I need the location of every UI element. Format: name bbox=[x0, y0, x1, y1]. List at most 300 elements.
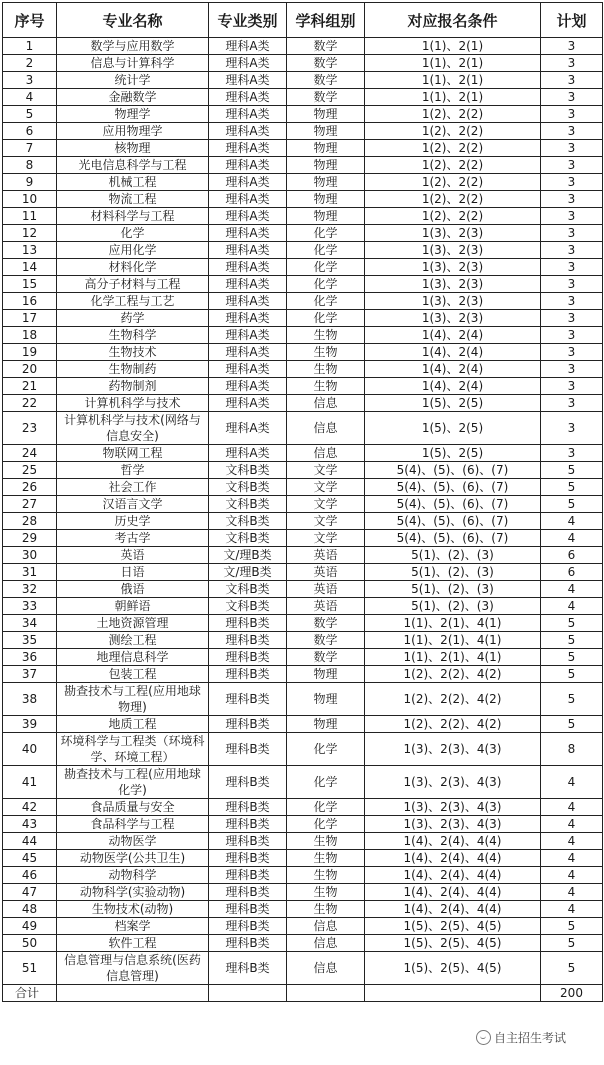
table-row bbox=[3, 378, 603, 395]
cell-conditions: 5(4)、(5)、(6)、(7) bbox=[365, 530, 541, 547]
cell-index: 21 bbox=[3, 378, 57, 395]
cell-subject-group: 物理 bbox=[287, 683, 365, 716]
cell-index: 11 bbox=[3, 208, 57, 225]
cell-category: 文科B类 bbox=[209, 462, 287, 479]
cell-plan: 3 bbox=[541, 89, 603, 106]
cell-plan: 5 bbox=[541, 496, 603, 513]
cell-plan: 3 bbox=[541, 259, 603, 276]
cell-plan: 3 bbox=[541, 38, 603, 55]
cell-subject-group: 信息 bbox=[287, 952, 365, 985]
cell-major: 食品质量与安全 bbox=[57, 799, 209, 816]
table-row bbox=[3, 259, 603, 276]
cell-major: 地理信息科学 bbox=[57, 649, 209, 666]
cell-subject-group: 信息 bbox=[287, 395, 365, 412]
header-conditions: 对应报名条件 bbox=[365, 3, 541, 38]
cell-conditions: 1(5)、2(5) bbox=[365, 412, 541, 445]
cell-major: 高分子材料与工程 bbox=[57, 276, 209, 293]
cell-major: 机械工程 bbox=[57, 174, 209, 191]
table-row bbox=[3, 615, 603, 632]
cell-subject-group: 物理 bbox=[287, 140, 365, 157]
cell-index: 12 bbox=[3, 225, 57, 242]
cell-conditions: 5(1)、(2)、(3) bbox=[365, 598, 541, 615]
cell-conditions: 1(3)、2(3) bbox=[365, 276, 541, 293]
cell-category: 理科B类 bbox=[209, 867, 287, 884]
cell-category: 理科B类 bbox=[209, 733, 287, 766]
cell-subject-group: 信息 bbox=[287, 918, 365, 935]
table-row bbox=[3, 208, 603, 225]
cell-index: 44 bbox=[3, 833, 57, 850]
cell-conditions: 1(2)、2(2) bbox=[365, 106, 541, 123]
cell-category: 理科A类 bbox=[209, 293, 287, 310]
cell-subject-group: 化学 bbox=[287, 293, 365, 310]
table-row bbox=[3, 242, 603, 259]
cell-subject-group: 物理 bbox=[287, 666, 365, 683]
cell-subject-group: 数学 bbox=[287, 649, 365, 666]
cell-major: 软件工程 bbox=[57, 935, 209, 952]
cell-subject-group: 生物 bbox=[287, 901, 365, 918]
cell-major: 食品科学与工程 bbox=[57, 816, 209, 833]
cell-category: 文科B类 bbox=[209, 496, 287, 513]
cell-plan: 3 bbox=[541, 106, 603, 123]
cell-subject-group: 化学 bbox=[287, 733, 365, 766]
cell-subject-group: 物理 bbox=[287, 191, 365, 208]
cell-conditions: 5(1)、(2)、(3) bbox=[365, 564, 541, 581]
cell-conditions: 1(2)、2(2) bbox=[365, 174, 541, 191]
total-empty-cell bbox=[209, 985, 287, 1002]
cell-index: 6 bbox=[3, 123, 57, 140]
cell-subject-group: 化学 bbox=[287, 242, 365, 259]
cell-index: 10 bbox=[3, 191, 57, 208]
cell-plan: 4 bbox=[541, 884, 603, 901]
cell-plan: 5 bbox=[541, 666, 603, 683]
cell-major: 汉语言文学 bbox=[57, 496, 209, 513]
watermark bbox=[476, 1029, 566, 1046]
cell-category: 理科B类 bbox=[209, 766, 287, 799]
cell-index: 5 bbox=[3, 106, 57, 123]
cell-conditions: 1(4)、2(4) bbox=[365, 327, 541, 344]
cell-index: 14 bbox=[3, 259, 57, 276]
cell-category: 理科A类 bbox=[209, 344, 287, 361]
cell-conditions: 1(2)、2(2)、4(2) bbox=[365, 683, 541, 716]
cell-major: 光电信息科学与工程 bbox=[57, 157, 209, 174]
cell-conditions: 1(3)、2(3)、4(3) bbox=[365, 799, 541, 816]
cell-major: 药学 bbox=[57, 310, 209, 327]
cell-index: 49 bbox=[3, 918, 57, 935]
cell-plan: 4 bbox=[541, 850, 603, 867]
cell-plan: 3 bbox=[541, 55, 603, 72]
cell-subject-group: 生物 bbox=[287, 867, 365, 884]
cell-major: 动物科学 bbox=[57, 867, 209, 884]
cell-plan: 3 bbox=[541, 242, 603, 259]
cell-conditions: 1(5)、2(5)、4(5) bbox=[365, 918, 541, 935]
admission-plan-table bbox=[2, 2, 603, 1002]
cell-index: 35 bbox=[3, 632, 57, 649]
cell-conditions: 1(4)、2(4)、4(4) bbox=[365, 901, 541, 918]
cell-subject-group: 物理 bbox=[287, 208, 365, 225]
cell-plan: 4 bbox=[541, 530, 603, 547]
cell-category: 理科A类 bbox=[209, 445, 287, 462]
cell-subject-group: 化学 bbox=[287, 799, 365, 816]
cell-plan: 3 bbox=[541, 293, 603, 310]
cell-index: 33 bbox=[3, 598, 57, 615]
table-row bbox=[3, 412, 603, 445]
cell-index: 34 bbox=[3, 615, 57, 632]
cell-subject-group: 物理 bbox=[287, 106, 365, 123]
cell-plan: 5 bbox=[541, 649, 603, 666]
cell-category: 理科A类 bbox=[209, 259, 287, 276]
cell-major: 药物制剂 bbox=[57, 378, 209, 395]
cell-category: 理科A类 bbox=[209, 72, 287, 89]
cell-plan: 5 bbox=[541, 918, 603, 935]
cell-plan: 5 bbox=[541, 683, 603, 716]
cell-plan: 3 bbox=[541, 327, 603, 344]
table-row bbox=[3, 833, 603, 850]
table-row bbox=[3, 140, 603, 157]
cell-plan: 4 bbox=[541, 799, 603, 816]
cell-major: 计算机科学与技术(网络与信息安全) bbox=[57, 412, 209, 445]
cell-conditions: 1(3)、2(3) bbox=[365, 225, 541, 242]
cell-major: 动物科学(实验动物) bbox=[57, 884, 209, 901]
table-row bbox=[3, 123, 603, 140]
cell-major: 环境科学与工程类（环境科学、环境工程） bbox=[57, 733, 209, 766]
cell-category: 理科B类 bbox=[209, 683, 287, 716]
cell-subject-group: 生物 bbox=[287, 327, 365, 344]
cell-conditions: 5(4)、(5)、(6)、(7) bbox=[365, 462, 541, 479]
table-row bbox=[3, 361, 603, 378]
cell-plan: 3 bbox=[541, 123, 603, 140]
cell-subject-group: 英语 bbox=[287, 581, 365, 598]
cell-major: 哲学 bbox=[57, 462, 209, 479]
cell-category: 文/理B类 bbox=[209, 564, 287, 581]
cell-major: 俄语 bbox=[57, 581, 209, 598]
cell-major: 金融数学 bbox=[57, 89, 209, 106]
table-row bbox=[3, 564, 603, 581]
total-empty-cell bbox=[365, 985, 541, 1002]
cell-plan: 5 bbox=[541, 632, 603, 649]
header-plan: 计划 bbox=[541, 3, 603, 38]
cell-category: 理科A类 bbox=[209, 106, 287, 123]
cell-category: 理科A类 bbox=[209, 174, 287, 191]
cell-index: 22 bbox=[3, 395, 57, 412]
cell-major: 生物科学 bbox=[57, 327, 209, 344]
cell-conditions: 5(4)、(5)、(6)、(7) bbox=[365, 479, 541, 496]
cell-major: 勘查技术与工程(应用地球化学) bbox=[57, 766, 209, 799]
cell-conditions: 5(1)、(2)、(3) bbox=[365, 547, 541, 564]
cell-plan: 6 bbox=[541, 564, 603, 581]
cell-category: 理科B类 bbox=[209, 901, 287, 918]
cell-subject-group: 物理 bbox=[287, 123, 365, 140]
cell-category: 理科A类 bbox=[209, 395, 287, 412]
cell-subject-group: 文学 bbox=[287, 462, 365, 479]
cell-conditions: 1(5)、2(5) bbox=[365, 445, 541, 462]
cell-major: 生物制药 bbox=[57, 361, 209, 378]
cell-plan: 5 bbox=[541, 462, 603, 479]
cell-index: 1 bbox=[3, 38, 57, 55]
cell-major: 地质工程 bbox=[57, 716, 209, 733]
cell-major: 英语 bbox=[57, 547, 209, 564]
cell-major: 数学与应用数学 bbox=[57, 38, 209, 55]
total-label: 合计 bbox=[3, 985, 57, 1002]
cell-conditions: 1(1)、2(1)、4(1) bbox=[365, 615, 541, 632]
cell-major: 动物医学 bbox=[57, 833, 209, 850]
cell-major: 测绘工程 bbox=[57, 632, 209, 649]
cell-category: 理科B类 bbox=[209, 799, 287, 816]
cell-subject-group: 生物 bbox=[287, 833, 365, 850]
cell-conditions: 5(4)、(5)、(6)、(7) bbox=[365, 513, 541, 530]
cell-index: 39 bbox=[3, 716, 57, 733]
table-row bbox=[3, 666, 603, 683]
cell-conditions: 1(1)、2(1) bbox=[365, 38, 541, 55]
cell-category: 文科B类 bbox=[209, 479, 287, 496]
cell-major: 物联网工程 bbox=[57, 445, 209, 462]
table-row bbox=[3, 191, 603, 208]
cell-conditions: 1(1)、2(1) bbox=[365, 72, 541, 89]
cell-index: 29 bbox=[3, 530, 57, 547]
table-row bbox=[3, 293, 603, 310]
cell-category: 理科B类 bbox=[209, 935, 287, 952]
cell-plan: 5 bbox=[541, 952, 603, 985]
table-row bbox=[3, 598, 603, 615]
cell-category: 理科B类 bbox=[209, 952, 287, 985]
cell-major: 化学工程与工艺 bbox=[57, 293, 209, 310]
table-row bbox=[3, 952, 603, 985]
cell-major: 材料科学与工程 bbox=[57, 208, 209, 225]
cell-subject-group: 数学 bbox=[287, 38, 365, 55]
total-value: 200 bbox=[541, 985, 603, 1002]
cell-category: 理科A类 bbox=[209, 123, 287, 140]
cell-category: 理科A类 bbox=[209, 208, 287, 225]
cell-major: 社会工作 bbox=[57, 479, 209, 496]
cell-conditions: 1(3)、2(3)、4(3) bbox=[365, 733, 541, 766]
cell-index: 32 bbox=[3, 581, 57, 598]
cell-plan: 3 bbox=[541, 378, 603, 395]
cell-plan: 3 bbox=[541, 174, 603, 191]
cell-conditions: 1(1)、2(1)、4(1) bbox=[365, 649, 541, 666]
cell-conditions: 1(5)、2(5) bbox=[365, 395, 541, 412]
table-row bbox=[3, 884, 603, 901]
total-empty-cell bbox=[57, 985, 209, 1002]
cell-index: 50 bbox=[3, 935, 57, 952]
cell-plan: 3 bbox=[541, 157, 603, 174]
cell-category: 理科B类 bbox=[209, 632, 287, 649]
cell-subject-group: 信息 bbox=[287, 412, 365, 445]
cell-conditions: 1(4)、2(4) bbox=[365, 344, 541, 361]
cell-subject-group: 生物 bbox=[287, 361, 365, 378]
cell-subject-group: 文学 bbox=[287, 496, 365, 513]
table-row bbox=[3, 649, 603, 666]
cell-category: 理科B类 bbox=[209, 833, 287, 850]
header-major: 专业名称 bbox=[57, 3, 209, 38]
cell-conditions: 1(3)、2(3) bbox=[365, 242, 541, 259]
cell-conditions: 1(4)、2(4)、4(4) bbox=[365, 884, 541, 901]
table-row bbox=[3, 479, 603, 496]
cell-index: 46 bbox=[3, 867, 57, 884]
cell-conditions: 1(2)、2(2) bbox=[365, 191, 541, 208]
cell-plan: 8 bbox=[541, 733, 603, 766]
cell-conditions: 1(2)、2(2) bbox=[365, 208, 541, 225]
cell-major: 生物技术(动物) bbox=[57, 901, 209, 918]
table-row bbox=[3, 581, 603, 598]
cell-major: 动物医学(公共卫生) bbox=[57, 850, 209, 867]
table-row bbox=[3, 395, 603, 412]
cell-conditions: 1(2)、2(2)、4(2) bbox=[365, 666, 541, 683]
cell-major: 信息与计算科学 bbox=[57, 55, 209, 72]
cell-plan: 5 bbox=[541, 716, 603, 733]
cell-subject-group: 文学 bbox=[287, 513, 365, 530]
cell-subject-group: 化学 bbox=[287, 259, 365, 276]
cell-subject-group: 生物 bbox=[287, 344, 365, 361]
cell-conditions: 5(4)、(5)、(6)、(7) bbox=[365, 496, 541, 513]
cell-major: 化学 bbox=[57, 225, 209, 242]
cell-major: 勘查技术与工程(应用地球物理) bbox=[57, 683, 209, 716]
cell-major: 朝鲜语 bbox=[57, 598, 209, 615]
cell-plan: 3 bbox=[541, 395, 603, 412]
cell-index: 30 bbox=[3, 547, 57, 564]
cell-subject-group: 生物 bbox=[287, 850, 365, 867]
cell-plan: 4 bbox=[541, 833, 603, 850]
cell-index: 3 bbox=[3, 72, 57, 89]
table-row bbox=[3, 867, 603, 884]
cell-plan: 3 bbox=[541, 310, 603, 327]
cell-subject-group: 化学 bbox=[287, 310, 365, 327]
cell-category: 理科B类 bbox=[209, 918, 287, 935]
watermark-text: 自主招生考试 bbox=[494, 1031, 567, 1045]
cell-category: 理科B类 bbox=[209, 850, 287, 867]
cell-conditions: 1(1)、2(1) bbox=[365, 89, 541, 106]
cell-index: 8 bbox=[3, 157, 57, 174]
cell-subject-group: 数学 bbox=[287, 72, 365, 89]
cell-conditions: 1(3)、2(3)、4(3) bbox=[365, 816, 541, 833]
wechat-icon bbox=[476, 1030, 491, 1045]
cell-conditions: 1(1)、2(1)、4(1) bbox=[365, 632, 541, 649]
cell-category: 理科A类 bbox=[209, 55, 287, 72]
cell-major: 日语 bbox=[57, 564, 209, 581]
cell-subject-group: 化学 bbox=[287, 276, 365, 293]
cell-major: 统计学 bbox=[57, 72, 209, 89]
cell-subject-group: 数学 bbox=[287, 615, 365, 632]
cell-category: 理科A类 bbox=[209, 191, 287, 208]
table-row bbox=[3, 106, 603, 123]
header-subject-group: 学科组别 bbox=[287, 3, 365, 38]
table-row bbox=[3, 496, 603, 513]
table-row bbox=[3, 918, 603, 935]
cell-major: 土地资源管理 bbox=[57, 615, 209, 632]
cell-major: 生物技术 bbox=[57, 344, 209, 361]
cell-category: 理科A类 bbox=[209, 310, 287, 327]
cell-conditions: 1(2)、2(2) bbox=[365, 123, 541, 140]
cell-category: 文科B类 bbox=[209, 530, 287, 547]
cell-index: 47 bbox=[3, 884, 57, 901]
table-row bbox=[3, 530, 603, 547]
cell-subject-group: 化学 bbox=[287, 816, 365, 833]
cell-category: 文科B类 bbox=[209, 598, 287, 615]
table-row bbox=[3, 72, 603, 89]
cell-index: 9 bbox=[3, 174, 57, 191]
cell-subject-group: 生物 bbox=[287, 378, 365, 395]
table-row bbox=[3, 816, 603, 833]
cell-plan: 3 bbox=[541, 72, 603, 89]
table-row bbox=[3, 632, 603, 649]
cell-category: 理科B类 bbox=[209, 884, 287, 901]
cell-index: 2 bbox=[3, 55, 57, 72]
cell-plan: 3 bbox=[541, 445, 603, 462]
cell-category: 理科B类 bbox=[209, 649, 287, 666]
cell-conditions: 1(3)、2(3) bbox=[365, 293, 541, 310]
cell-subject-group: 文学 bbox=[287, 479, 365, 496]
table-body bbox=[3, 38, 603, 985]
cell-index: 19 bbox=[3, 344, 57, 361]
cell-index: 13 bbox=[3, 242, 57, 259]
header-index: 序号 bbox=[3, 3, 57, 38]
table-row bbox=[3, 157, 603, 174]
cell-index: 25 bbox=[3, 462, 57, 479]
cell-subject-group: 化学 bbox=[287, 225, 365, 242]
cell-plan: 4 bbox=[541, 816, 603, 833]
table-row bbox=[3, 89, 603, 106]
cell-plan: 5 bbox=[541, 615, 603, 632]
cell-category: 理科A类 bbox=[209, 378, 287, 395]
cell-conditions: 1(5)、2(5)、4(5) bbox=[365, 935, 541, 952]
table-row bbox=[3, 766, 603, 799]
cell-plan: 3 bbox=[541, 191, 603, 208]
cell-subject-group: 物理 bbox=[287, 716, 365, 733]
table-row bbox=[3, 716, 603, 733]
table-row bbox=[3, 901, 603, 918]
table-row bbox=[3, 799, 603, 816]
table-row bbox=[3, 850, 603, 867]
table-row bbox=[3, 327, 603, 344]
cell-conditions: 1(2)、2(2) bbox=[365, 157, 541, 174]
cell-plan: 3 bbox=[541, 276, 603, 293]
table-row bbox=[3, 513, 603, 530]
cell-plan: 6 bbox=[541, 547, 603, 564]
cell-subject-group: 英语 bbox=[287, 598, 365, 615]
cell-category: 文科B类 bbox=[209, 581, 287, 598]
cell-index: 26 bbox=[3, 479, 57, 496]
cell-index: 15 bbox=[3, 276, 57, 293]
cell-index: 17 bbox=[3, 310, 57, 327]
cell-index: 4 bbox=[3, 89, 57, 106]
cell-plan: 3 bbox=[541, 140, 603, 157]
cell-conditions: 1(5)、2(5)、4(5) bbox=[365, 952, 541, 985]
cell-conditions: 1(3)、2(3)、4(3) bbox=[365, 766, 541, 799]
table-row bbox=[3, 55, 603, 72]
cell-plan: 3 bbox=[541, 361, 603, 378]
cell-major: 物流工程 bbox=[57, 191, 209, 208]
cell-subject-group: 生物 bbox=[287, 884, 365, 901]
cell-major: 物理学 bbox=[57, 106, 209, 123]
total-row bbox=[3, 985, 603, 1002]
cell-subject-group: 信息 bbox=[287, 445, 365, 462]
cell-conditions: 1(3)、2(3) bbox=[365, 310, 541, 327]
table-row bbox=[3, 445, 603, 462]
cell-index: 37 bbox=[3, 666, 57, 683]
cell-major: 信息管理与信息系统(医药信息管理) bbox=[57, 952, 209, 985]
cell-category: 理科A类 bbox=[209, 157, 287, 174]
cell-major: 计算机科学与技术 bbox=[57, 395, 209, 412]
cell-category: 理科A类 bbox=[209, 89, 287, 106]
table-row bbox=[3, 733, 603, 766]
cell-index: 7 bbox=[3, 140, 57, 157]
cell-category: 理科A类 bbox=[209, 361, 287, 378]
cell-index: 41 bbox=[3, 766, 57, 799]
cell-plan: 3 bbox=[541, 344, 603, 361]
cell-category: 理科A类 bbox=[209, 242, 287, 259]
cell-conditions: 1(2)、2(2)、4(2) bbox=[365, 716, 541, 733]
cell-plan: 4 bbox=[541, 867, 603, 884]
cell-index: 31 bbox=[3, 564, 57, 581]
table-row bbox=[3, 344, 603, 361]
